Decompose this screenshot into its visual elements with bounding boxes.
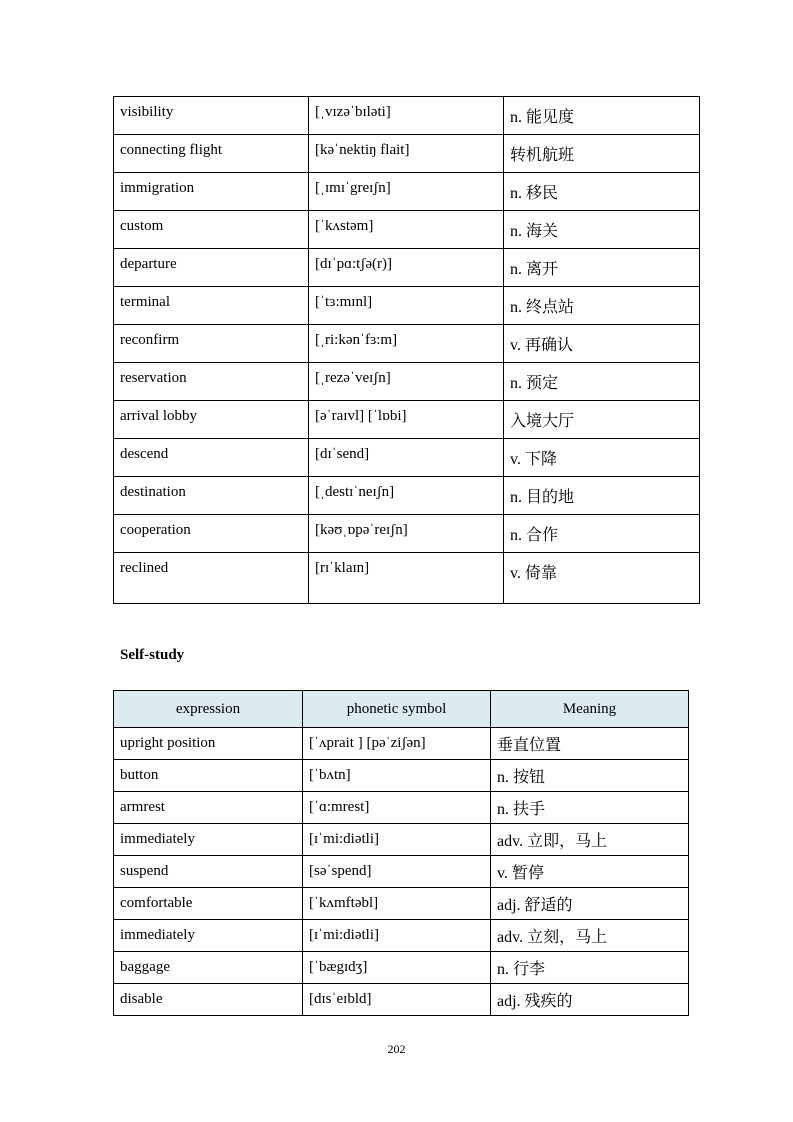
- word-cell: armrest: [114, 792, 303, 824]
- word-cell: button: [114, 760, 303, 792]
- word-cell: departure: [114, 249, 309, 287]
- meaning-cell: n. 按钮: [491, 760, 689, 792]
- table-row: [114, 728, 689, 760]
- meaning-cell: n. 离开: [504, 249, 700, 287]
- page-number: 202: [387, 1042, 406, 1056]
- phonetic-cell: [kəˈnektiŋ flait]: [309, 135, 504, 173]
- table-row: [114, 135, 700, 173]
- phonetic-cell: [rɪˈklaɪn]: [309, 553, 504, 604]
- meaning-cell: n. 能见度: [504, 97, 700, 135]
- word-cell: suspend: [114, 856, 303, 888]
- phonetic-cell: [ɪˈmi:diətli]: [303, 920, 491, 952]
- meaning-cell: 转机航班: [504, 135, 700, 173]
- table-row: [114, 363, 700, 401]
- table-row: [114, 856, 689, 888]
- word-cell: disable: [114, 984, 303, 1016]
- meaning-cell: adv. 立刻，马上: [491, 920, 689, 952]
- word-cell: arrival lobby: [114, 401, 309, 439]
- phonetic-cell: [səˈspend]: [303, 856, 491, 888]
- phonetic-cell: [ˈkʌstəm]: [309, 211, 504, 249]
- phonetic-cell: [ˌrezəˈveɪʃn]: [309, 363, 504, 401]
- phonetic-cell: [ˌri:kənˈfɜ:m]: [309, 325, 504, 363]
- word-cell: immediately: [114, 920, 303, 952]
- table-row: [114, 792, 689, 824]
- word-cell: immediately: [114, 824, 303, 856]
- meaning-cell: n. 预定: [504, 363, 700, 401]
- table-row: [114, 515, 700, 553]
- meaning-cell: n. 行李: [491, 952, 689, 984]
- meaning-cell: 入境大厅: [504, 401, 700, 439]
- phonetic-cell: [dɪˈsend]: [309, 439, 504, 477]
- phonetic-cell: [ˌvɪzəˈbɪləti]: [309, 97, 504, 135]
- word-cell: destination: [114, 477, 309, 515]
- meaning-cell: 垂直位置: [491, 728, 689, 760]
- meaning-cell: n. 移民: [504, 173, 700, 211]
- meaning-cell: n. 目的地: [504, 477, 700, 515]
- meaning-cell: n. 终点站: [504, 287, 700, 325]
- word-cell: upright position: [114, 728, 303, 760]
- table-row: [114, 984, 689, 1016]
- table-row: [114, 401, 700, 439]
- phonetic-cell: [ˈtɜ:mɪnl]: [309, 287, 504, 325]
- phonetic-cell: [ˌdestɪˈneɪʃn]: [309, 477, 504, 515]
- phonetic-cell: [əˈraɪvl] [ˈlɒbi]: [309, 401, 504, 439]
- column-header-phonetic: phonetic symbol: [303, 691, 491, 728]
- table-row: [114, 439, 700, 477]
- table-row: [114, 760, 689, 792]
- table-row: [114, 920, 689, 952]
- phonetic-cell: [dɪsˈeɪbld]: [303, 984, 491, 1016]
- word-cell: cooperation: [114, 515, 309, 553]
- word-cell: visibility: [114, 97, 309, 135]
- word-cell: reservation: [114, 363, 309, 401]
- meaning-cell: v. 再确认: [504, 325, 700, 363]
- word-cell: reclined: [114, 553, 309, 604]
- meaning-cell: n. 海关: [504, 211, 700, 249]
- table-row: [114, 888, 689, 920]
- meaning-cell: n. 合作: [504, 515, 700, 553]
- phonetic-cell: [ˈbʌtn]: [303, 760, 491, 792]
- table-row: [114, 249, 700, 287]
- phonetic-cell: [ˈɑ:mrest]: [303, 792, 491, 824]
- meaning-cell: n. 扶手: [491, 792, 689, 824]
- table-row: [114, 211, 700, 249]
- meaning-cell: adv. 立即，马上: [491, 824, 689, 856]
- meaning-cell: v. 暂停: [491, 856, 689, 888]
- table-row: [114, 97, 700, 135]
- phonetic-cell: [kəʊˌɒpəˈreɪʃn]: [309, 515, 504, 553]
- self-study-table: [113, 690, 689, 1016]
- table-header-row: [114, 691, 689, 728]
- phonetic-cell: [ɪˈmi:diətli]: [303, 824, 491, 856]
- table-row: [114, 553, 700, 604]
- table-row: [114, 477, 700, 515]
- word-cell: connecting flight: [114, 135, 309, 173]
- phonetic-cell: [dɪˈpɑ:tʃə(r)]: [309, 249, 504, 287]
- phonetic-cell: [ˈʌprait ] [pəˈziʃən]: [303, 728, 491, 760]
- word-cell: custom: [114, 211, 309, 249]
- meaning-cell: v. 倚靠: [504, 553, 700, 604]
- phonetic-cell: [ˌɪmɪˈgreɪʃn]: [309, 173, 504, 211]
- table-row: [114, 287, 700, 325]
- word-cell: reconfirm: [114, 325, 309, 363]
- word-cell: descend: [114, 439, 309, 477]
- section-heading-self-study: Self-study: [120, 647, 185, 663]
- meaning-cell: adj. 残疾的: [491, 984, 689, 1016]
- phonetic-cell: [ˈkʌmftəbl]: [303, 888, 491, 920]
- vocabulary-table: [113, 96, 700, 604]
- table-row: [114, 173, 700, 211]
- meaning-cell: v. 下降: [504, 439, 700, 477]
- word-cell: immigration: [114, 173, 309, 211]
- table-row: [114, 824, 689, 856]
- column-header-meaning: Meaning: [491, 691, 689, 728]
- meaning-cell: adj. 舒适的: [491, 888, 689, 920]
- column-header-expression: expression: [114, 691, 303, 728]
- phonetic-cell: [ˈbægɪdʒ]: [303, 952, 491, 984]
- word-cell: baggage: [114, 952, 303, 984]
- table-row: [114, 952, 689, 984]
- table-row: [114, 325, 700, 363]
- word-cell: comfortable: [114, 888, 303, 920]
- word-cell: terminal: [114, 287, 309, 325]
